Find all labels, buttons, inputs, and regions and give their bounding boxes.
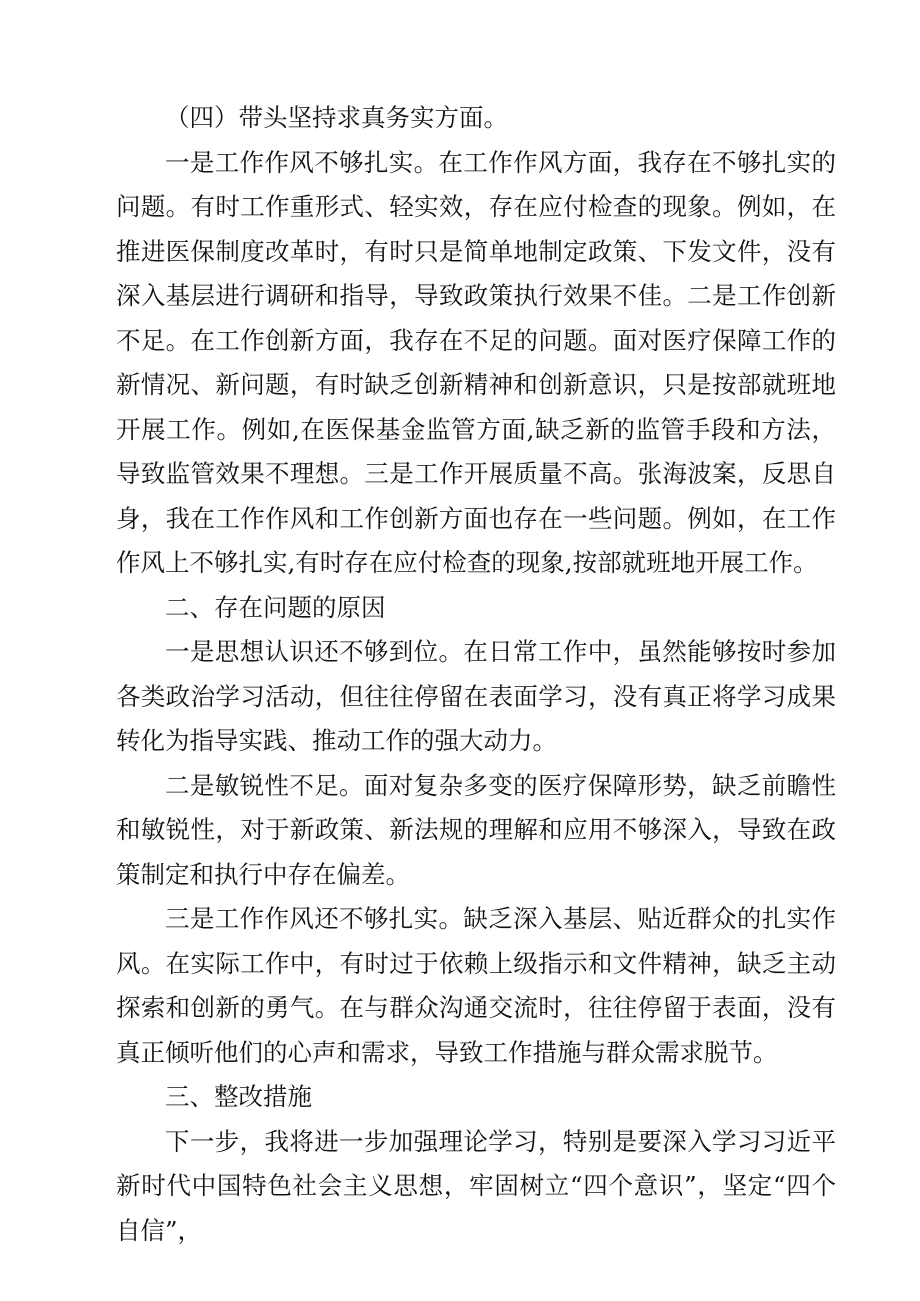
paragraph-thinking: 一是思想认识还不够到位。在日常工作中，虽然能够按时参加各类政治学习活动，但往往停留在表面学习，没有真正将学习成果转化为指导实践、推动工作的强大动力。 bbox=[116, 637, 836, 755]
section-heading-4: （四）带头坚持求真务实方面。 bbox=[165, 103, 508, 132]
section-heading-measures: 三、整改措施 bbox=[165, 1082, 312, 1111]
section-heading-reasons: 二、存在问题的原因 bbox=[165, 592, 386, 622]
document-body bbox=[116, 96, 836, 1253]
paragraph-work-style: 一是工作作风不够扎实。在工作作风方面，我存在不够扎实的问题。有时工作重形式、轻实效，存在应付检查的现象。例如，在推进医保制度改革时，有时只是简单地制定政策、下发文件，没有深入基层进行调研和指导，导致政策执行效果不佳。二是工作创新不足。在工作创新方面，我存在不足的问题。面对医疗保障工作的新情况、新问题，有时缺乏创新精神和创新意识，只是按部就班地开展工作。例如,在医保基金监管方面,缺乏新的监管手段和方法，导致监管效果不理想。三是工作开展质量不高。张海波案，反思自身，我在工作作风和工作创新方面也存在一些问题。例如，在工作作风上不够扎实,有时存在应付检查的现象,按部就班地开展工作。 bbox=[116, 147, 836, 577]
paragraph-next-step: 下一步，我将进一步加强理论学习，特别是要深入学习习近平新时代中国特色社会主义思想，牢固树立“四个意识”，坚定“四个自信”， bbox=[116, 1126, 836, 1245]
paragraph-sensitivity: 二是敏锐性不足。面对复杂多变的医疗保障形势，缺乏前瞻性和敏锐性，对于新政策、新法规的理解和应用不够深入，导致在政策制定和执行中存在偏差。 bbox=[116, 770, 836, 889]
paragraph-style: 三是工作作风还不够扎实。缺乏深入基层、贴近群众的扎实作风。在实际工作中，有时过于依赖上级指示和文件精神，缺乏主动探索和创新的勇气。在与群众沟通交流时，往往停留于表面，没有真正倾听他们的心声和需求，导致工作措施与群众需求脱节。 bbox=[116, 904, 836, 1067]
